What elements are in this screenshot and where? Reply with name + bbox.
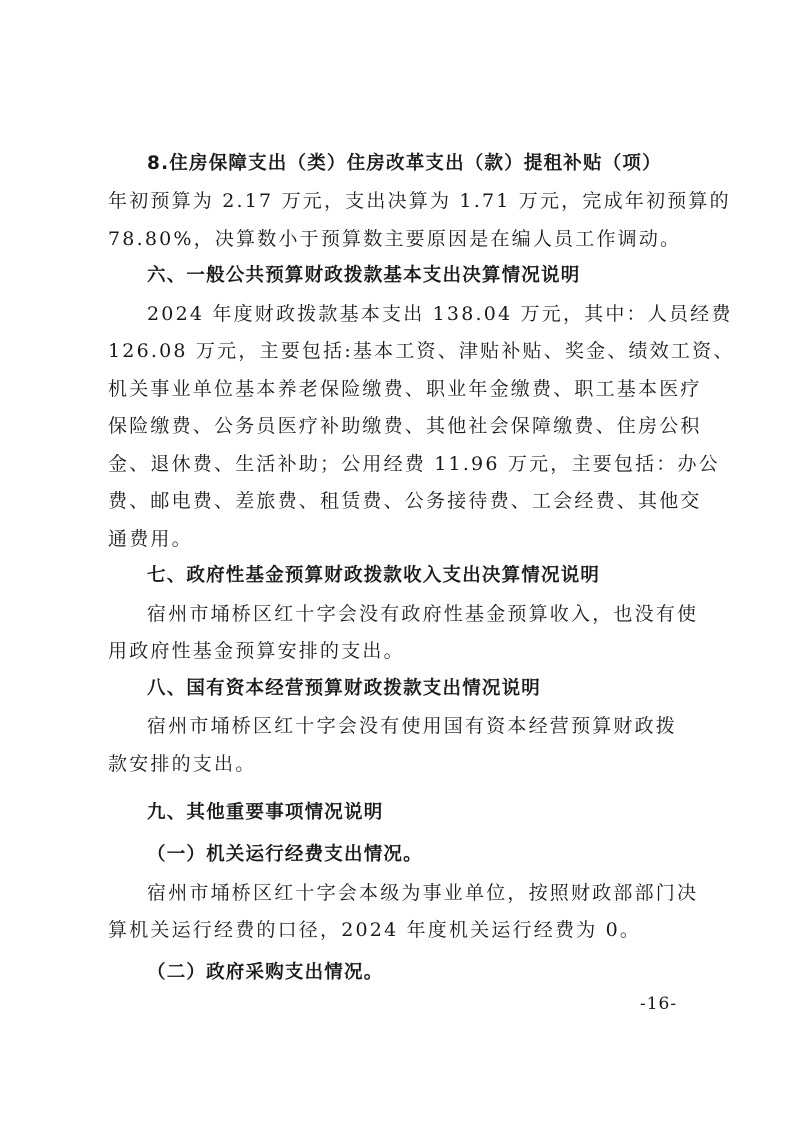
- paragraph-line: 机关事业单位基本养老保险缴费、职业年金缴费、职工基本医疗: [108, 378, 702, 400]
- page-number: -16-: [640, 994, 678, 1014]
- paragraph-line: 算机关运行经费的口径，2024 年度机关运行经费为 0。: [108, 919, 642, 941]
- paragraph-line: 宿州市埇桥区红十字会本级为事业单位，按照财政部部门决: [147, 882, 699, 904]
- paragraph-line: 款安排的支出。: [108, 753, 257, 775]
- paragraph-line: 通费用。: [108, 528, 193, 550]
- paragraph-line: 金、退休费、生活补助；公用经费 11.96 万元，主要包括：办公: [108, 453, 720, 475]
- paragraph-line: 用政府性基金预算安排的支出。: [108, 640, 405, 662]
- section-heading-8: 八、国有资本经营预算财政拨款支出情况说明: [147, 678, 542, 699]
- paragraph-line: 费、邮电费、差旅费、租赁费、公务接待费、工会经费、其他交: [108, 490, 702, 512]
- paragraph-line: 78.80%，决算数小于预算数主要原因是在编人员工作调动。: [108, 228, 682, 250]
- paragraph-line: 2024 年度财政拨款基本支出 138.04 万元，其中：人员经费: [147, 303, 733, 325]
- section-heading-9: 九、其他重要事项情况说明: [147, 802, 384, 823]
- paragraph-line: 宿州市埇桥区红十字会没有政府性基金预算收入，也没有使: [147, 603, 699, 625]
- paragraph-line: 126.08 万元，主要包括:基本工资、津贴补贴、奖金、绩效工资、: [108, 340, 735, 362]
- section-heading-6: 六、一般公共预算财政拨款基本支出决算情况说明: [147, 265, 581, 286]
- paragraph-line: 宿州市埇桥区红十字会没有使用国有资本经营预算财政拨: [147, 715, 678, 737]
- subsection-heading-2: （二）政府采购支出情况。: [147, 962, 384, 983]
- paragraph-line: 年初预算为 2.17 万元，支出决算为 1.71 万元，完成年初预算的: [108, 190, 731, 212]
- section-heading-7: 七、政府性基金预算财政拨款收入支出决算情况说明: [147, 565, 601, 586]
- subsection-heading-1: （一）机关运行经费支出情况。: [147, 844, 423, 865]
- section-heading-housing-subsidy: 8.住房保障支出（类）住房改革支出（款）提租补贴（项）: [147, 153, 662, 174]
- paragraph-line: 保险缴费、公务员医疗补助缴费、其他社会保障缴费、住房公积: [108, 415, 702, 437]
